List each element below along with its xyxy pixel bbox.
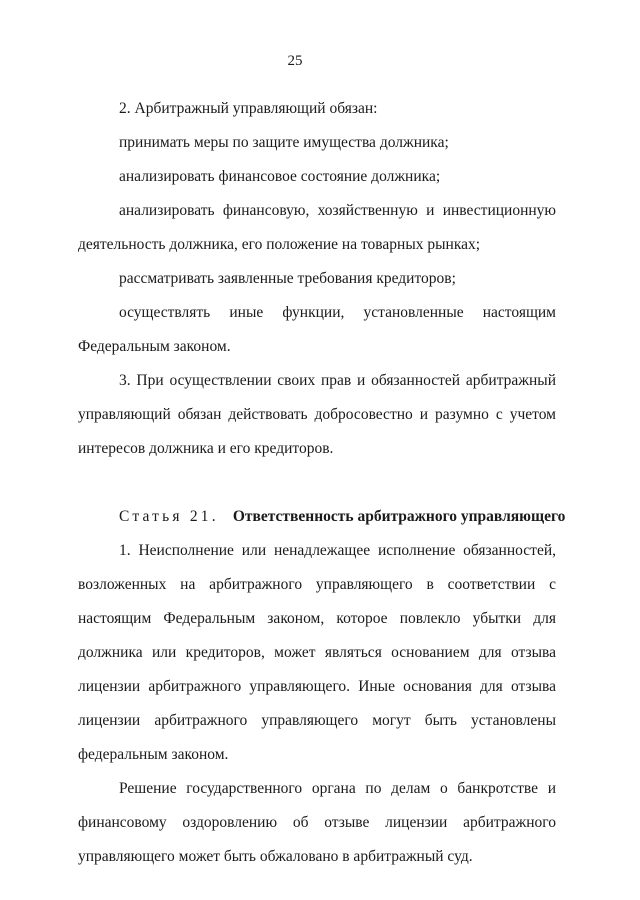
article-p1-line-3: настоящим Федеральным законом, которое повлекло убытки для — [78, 610, 556, 627]
article-p1-line-1: 1. Неисполнение или ненадлежащее исполнение обязанностей, — [119, 542, 556, 559]
document-body — [78, 92, 566, 874]
duty-2: анализировать финансовое состояние должника; — [119, 168, 441, 185]
duty-4: рассматривать заявленные требования кредиторов; — [119, 270, 456, 287]
article-p1-line-6: лицензии арбитражного управляющего могут быть установлены — [78, 712, 556, 729]
spacer — [78, 466, 556, 500]
article-p2-line-1: Решение государственного органа по делам о банкротстве и — [119, 780, 556, 797]
article-p1-line-4: должника или кредиторов, может являться основанием для отзыва — [78, 644, 556, 661]
section-3-line-3: интересов должника и его кредиторов. — [78, 440, 334, 457]
article-p2-line-2: финансовому оздоровлению об отзыве лицензии арбитражного — [78, 814, 556, 831]
page-number: 25 — [287, 53, 303, 69]
article-p1-line-5: лицензии арбитражного управляющего. Иные основания для отзыва — [78, 678, 556, 695]
duty-5-line-1: осуществлять иные функции, установленные настоящим — [119, 304, 556, 321]
section-2-intro: 2. Арбитражный управляющий обязан: — [119, 100, 378, 117]
duty-3-line-1: анализировать финансовую, хозяйственную и инвестиционную — [119, 202, 556, 219]
section-3-line-1: 3. При осуществлении своих прав и обязанностей арбитражный — [119, 372, 556, 389]
section-3-line-2: управляющий обязан действовать добросовестно и разумно с учетом — [78, 406, 556, 423]
article-label: Статья 21. — [119, 508, 219, 525]
article-p2-line-3: управляющего может быть обжаловано в арбитражный суд. — [78, 848, 473, 865]
duty-1: принимать меры по защите имущества должника; — [119, 134, 449, 151]
duty-5-line-2: Федеральным законом. — [78, 338, 231, 355]
article-heading — [78, 500, 566, 534]
duty-3-line-2: деятельность должника, его положение на товарных рынках; — [78, 236, 481, 253]
article-p1-line-2: возложенных на арбитражного управляющего в соответствии с — [78, 576, 556, 593]
article-title: Ответственность арбитражного управляющего — [232, 508, 566, 525]
article-p1-line-7: федеральным законом. — [78, 746, 229, 763]
